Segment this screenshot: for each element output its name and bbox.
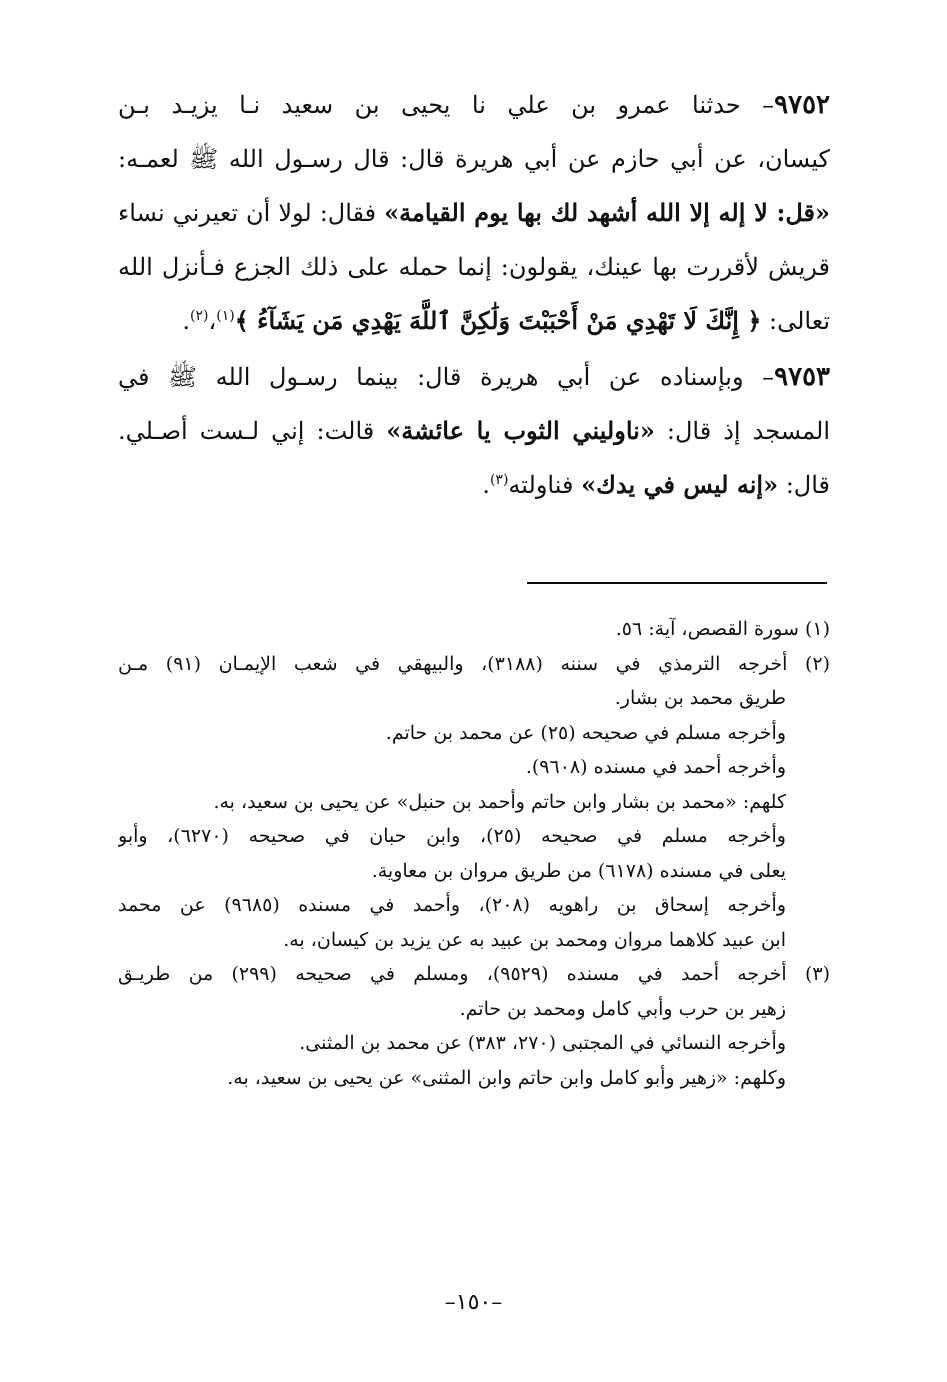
hadith-text: – حدثنا عمرو بن علي نا يحيى بن سعيد نـا يزيـد بـن (118, 91, 775, 119)
hadith-number: ٩٧٥٣ (774, 362, 830, 392)
hadith-text: قالت: إني لـست أصـلي. (118, 417, 387, 445)
footnotes (118, 612, 830, 1095)
hadith-line (118, 240, 830, 294)
footnote-3-line: وأخرجه النسائي في المجتبى (٢٧٠، ٣٨٣) عن محمد بن المثنى. (299, 1032, 786, 1054)
footnote-2-line: وأخرجه مسلم في صحيحه (٢٥)، وابن حبان في صحيحه (٦٢٧٠)، وأبو (118, 825, 786, 847)
hadith-line (118, 350, 830, 404)
footnote-2-line: كلهم: «محمد بن بشار وابن حاتم وأحمد بن حنبل» عن يحيى بن سعيد، به. (213, 790, 786, 813)
quran-verse: ﴿ إِنَّكَ لَا تَهْدِي مَنْ أَحْبَبْتَ وَلَٰكِنَّ ٱللَّهَ يَهْدِي مَن يَشَآءُ ﴾ (234, 306, 762, 335)
hadith-text: تعالى: (761, 307, 830, 335)
hadith-line (118, 294, 830, 348)
footnote-2-line: (٢) أخرجه الترمذي في سننه (٣١٨٨)، والبيهقي في شعب الإيمـان (٩١) مـن (118, 652, 830, 675)
footnote-2-line: وأخرجه أحمد في مسنده (٩٦٠٨). (525, 756, 786, 778)
footnote-1: (١) سورة القصص، آية: ٥٦. (615, 618, 830, 640)
hadith-line (118, 186, 830, 240)
hadith-text: قال: (778, 471, 830, 499)
footnote-ref-1: (١) (216, 308, 235, 324)
footnote-2-line: ابن عبيد كلاهما مروان ومحمد بن عبيد به عن يزيد بن كيسان، به. (283, 928, 786, 951)
footnote-3-line: زهير بن حرب وأبي كامل ومحمد بن حاتم. (459, 997, 786, 1020)
prophetic-quote: «إنه ليس في يدك» (581, 470, 779, 499)
ref-separator: ، (208, 307, 217, 335)
footnote-3-line: (٣) أخرجه أحمد في مسنده (٩٥٢٩)، ومسلم في صحيحه (٢٩٩) من طريـق (118, 963, 830, 985)
hadith-9752 (118, 78, 830, 348)
hadith-text: – وبإسناده عن أبي هريرة قال: بينما رسـول الله ﷺ في (118, 363, 775, 391)
footnote-2-line: يعلى في مسنده (٦١٧٨) من طريق مروان بن معاوية. (371, 859, 786, 882)
hadith-text: فناولته (508, 471, 582, 499)
footnote-3-line: وكلهم: «زهير وأبو كامل وابن حاتم وابن المثنى» عن يحيى بن سعيد، به. (227, 1066, 786, 1089)
hadith-line (118, 458, 830, 512)
prophetic-quote: «قل: لا إله إلا الله أشهد لك بها يوم القيامة» (384, 198, 830, 227)
hadith-line (118, 78, 830, 132)
prophetic-quote: «ناوليني الثوب يا عائشة» (386, 416, 655, 445)
footnote-2-line: طريق محمد بن بشار. (614, 687, 786, 709)
hadith-9753 (118, 350, 830, 512)
hadith-line (118, 404, 830, 458)
hadith-text: المسجد إذ قال: (654, 417, 830, 445)
sentence-end: . (182, 307, 191, 335)
footnote-ref-2: (٢) (190, 308, 209, 324)
hadith-text: كيسان، عن أبي حازم عن أبي هريرة قال: قال رسـول الله ﷺ لعمـه: (118, 145, 830, 173)
hadith-number: ٩٧٥٢ (774, 90, 830, 120)
sentence-end: . (482, 471, 490, 499)
footnote-2-line: وأخرجه إسحاق بن راهويه (٢٠٨)، وأحمد في مسنده (٩٦٨٥) عن محمد (118, 894, 786, 916)
hadith-line (118, 132, 830, 186)
footnote-divider (527, 582, 827, 584)
footnote-ref-3: (٣) (489, 472, 509, 488)
hadith-text: فقال: لولا أن تعيرني نساء (118, 199, 385, 227)
page-number: –١٥٠– (444, 1290, 503, 1315)
footnote-2-line: وأخرجه مسلم في صحيحه (٢٥) عن محمد بن حاتم. (385, 721, 786, 744)
hadith-text: قريش لأقررت بها عينك، يقولون: إنما حمله على ذلك الجزع فـأنزل الله (118, 253, 830, 281)
